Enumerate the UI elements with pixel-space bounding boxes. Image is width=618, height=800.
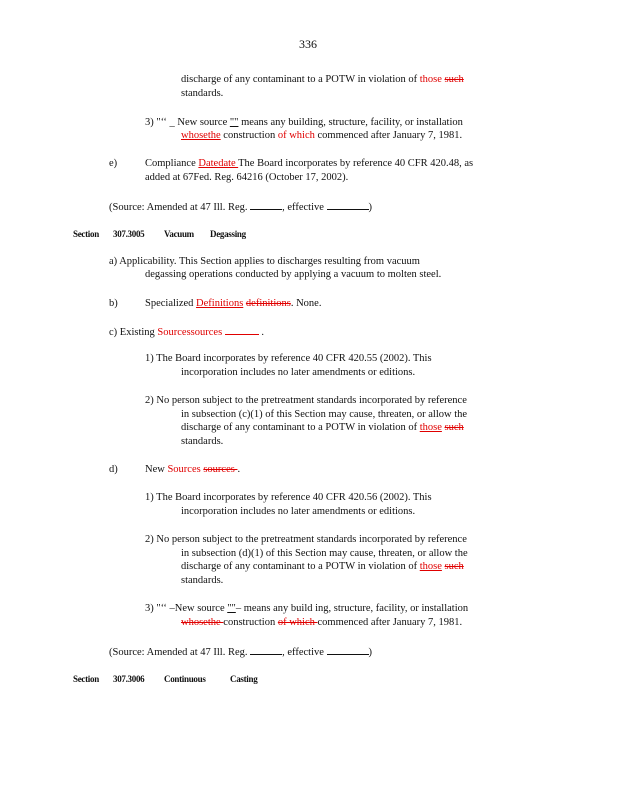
quote-mark: "": [227, 603, 236, 614]
item-d2-line-3: [181, 560, 464, 573]
top-line-2: standards.: [181, 88, 224, 99]
item-c1-line-2: incorporation includes no later amendments or editions.: [181, 367, 416, 378]
text: ): [368, 647, 373, 658]
page-number: 336: [299, 37, 317, 51]
text: ): [368, 202, 373, 213]
item-e-line-2: added at 67Fed. Reg. 64216 (October 17, 2002).: [145, 172, 349, 183]
deleted-text: such: [444, 561, 464, 572]
item-e-label: e): [109, 158, 118, 169]
blank-line: [327, 644, 369, 655]
blank-line: [250, 644, 282, 655]
item-a-line-2: degassing operations conducted by applying a vacuum to molten steel.: [145, 269, 442, 280]
blank-line: [327, 199, 369, 210]
inserted-text: Datedate: [198, 158, 239, 169]
text: , effective: [282, 647, 324, 658]
item-number: 3) "‘‘: [145, 117, 167, 128]
item-b-line: [145, 297, 321, 310]
text: New: [145, 464, 168, 475]
item-c-line: [109, 324, 264, 339]
item-c2-line-3: [181, 421, 464, 434]
section-title-2-1: Continuous: [164, 674, 206, 684]
text: –New source: [166, 603, 228, 614]
item-d2-line-2: in subsection (d)(1) of this Section may cause, threaten, or allow the: [181, 548, 468, 559]
item-b-label: b): [109, 298, 118, 309]
item-d2-line-4: standards.: [181, 575, 224, 586]
quote-mark: "": [229, 117, 239, 128]
item-d3-line-1: [145, 602, 468, 615]
section-number-2: 307.3006: [113, 674, 145, 684]
text: construction: [223, 617, 278, 628]
item-number: 3) "‘‘: [145, 603, 167, 614]
text: construction: [220, 130, 278, 141]
item-3-line-2: [181, 129, 462, 142]
text: discharge of any contaminant to a POTW in violation of: [181, 422, 420, 433]
text: Compliance: [145, 158, 199, 169]
section-title-2-2: Casting: [230, 674, 258, 684]
inserted-text: whosethe: [181, 130, 221, 141]
section-number: 307.3005: [113, 229, 145, 239]
item-d2-line-1: 2) No person subject to the pretreatment standards incorporated by reference: [145, 534, 467, 545]
text: _ New source: [166, 117, 230, 128]
text: (Source: Amended at 47 Ill. Reg.: [109, 647, 248, 658]
item-c2-line-1: 2) No person subject to the pretreatment standards incorporated by reference: [145, 395, 467, 406]
inserted-text: those: [419, 561, 442, 572]
strikeout-line: [225, 324, 259, 335]
text: discharge of any contaminant to a POTW in violation of: [181, 561, 420, 572]
top-line-1: [181, 73, 464, 86]
text: The Board incorporates by reference 40 CFR 420.48, as: [238, 158, 474, 169]
source-note-2: [109, 644, 372, 659]
item-a-line-1: a) Applicability. This Section applies to discharges resulting from vacuum: [109, 256, 420, 267]
text: commenced after January 7, 1981.: [317, 617, 463, 628]
inserted-text: Sources: [167, 464, 201, 475]
inserted-text: those: [419, 422, 442, 433]
deleted-text: such: [444, 74, 464, 85]
source-note-1: [109, 199, 372, 214]
deleted-text: whosethe: [181, 617, 224, 628]
item-d1-line-1: 1) The Board incorporates by reference 40 CFR 420.56 (2002). This: [145, 492, 432, 503]
deleted-text: such: [444, 422, 464, 433]
section-title-1: Vacuum: [164, 229, 194, 239]
text: – means any build ing, structure, facility, or installation: [235, 603, 469, 614]
item-3-line-1: [145, 116, 463, 129]
text: Specialized: [145, 298, 197, 309]
item-d1-line-2: incorporation includes no later amendments or editions.: [181, 506, 416, 517]
item-c2-line-2: in subsection (c)(1) of this Section may cause, threaten, or allow the: [181, 409, 468, 420]
inserted-text: Sourcessources: [157, 327, 223, 338]
text: commenced after January 7, 1981.: [314, 130, 463, 141]
inserted-text: those: [419, 74, 442, 85]
text: .: [258, 327, 265, 338]
blank-line: [250, 199, 282, 210]
inserted-text: Definitions: [196, 298, 244, 309]
text: (Source: Amended at 47 Ill. Reg.: [109, 202, 248, 213]
inserted-text: of which: [277, 130, 315, 141]
section-title-2: Degassing: [210, 229, 246, 239]
section-word: Section: [73, 229, 99, 239]
deleted-text: of which: [277, 617, 318, 628]
text: .: [237, 464, 241, 475]
deleted-text: definitions: [245, 298, 291, 309]
item-e-line-1: [145, 157, 473, 170]
deleted-text: sources: [203, 464, 238, 475]
text: discharge of any contaminant to a POTW in violation of: [181, 74, 420, 85]
text: . None.: [290, 298, 322, 309]
text: , effective: [282, 202, 324, 213]
text: means any building, structure, facility, or installation: [238, 117, 463, 128]
item-d-line: [145, 463, 240, 476]
item-c1-line-1: 1) The Board incorporates by reference 40 CFR 420.55 (2002). This: [145, 353, 432, 364]
item-d3-line-2: [181, 616, 462, 629]
text: c) Existing: [109, 327, 158, 338]
section-word-2: Section: [73, 674, 99, 684]
item-c2-line-4: standards.: [181, 436, 224, 447]
item-d-label: d): [109, 464, 118, 475]
